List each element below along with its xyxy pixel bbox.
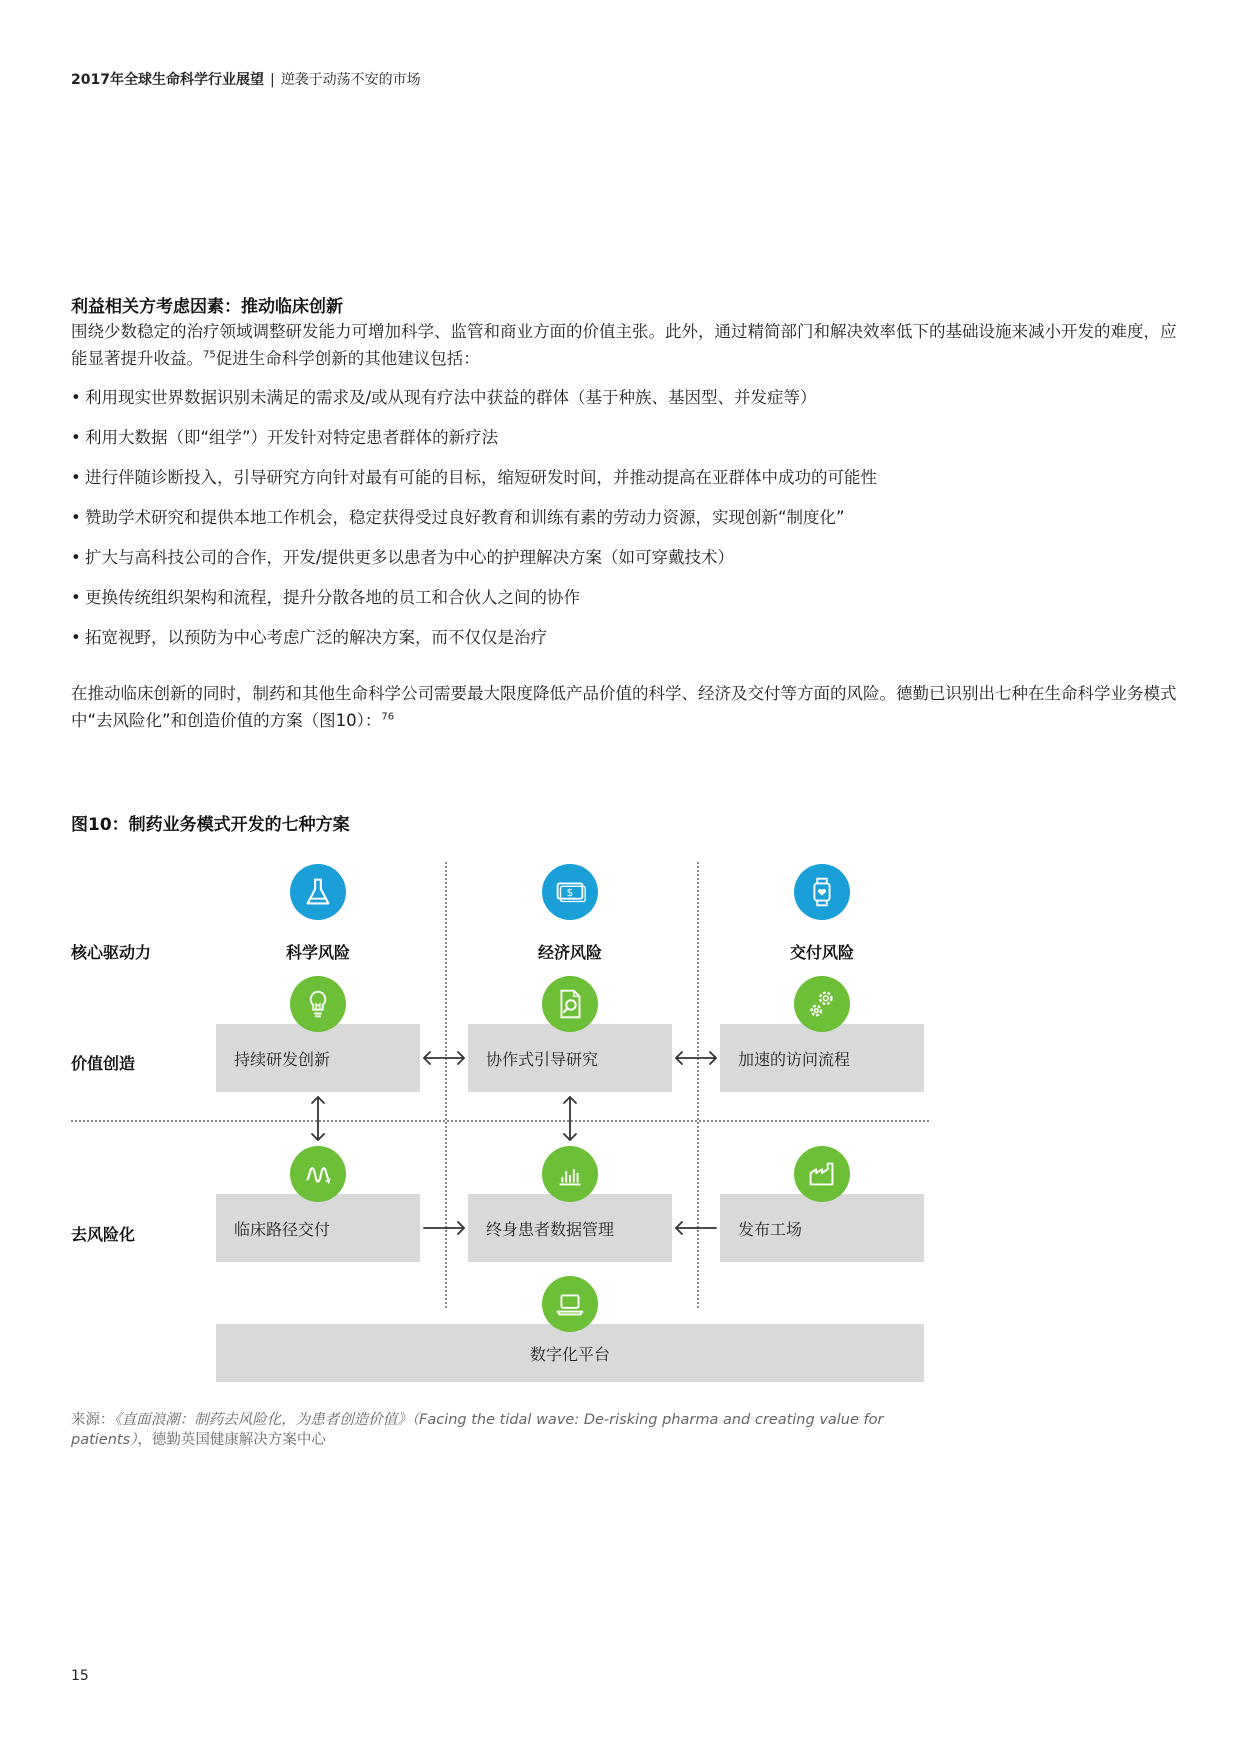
- footnote-ref-75: 75: [203, 349, 216, 361]
- column-title-economic: 经济风险: [537, 943, 602, 962]
- figure-source: [71, 1410, 951, 1450]
- svg-text:$: $: [566, 886, 574, 899]
- section-title: 利益相关方考虑因素：推动临床创新: [71, 297, 343, 317]
- derisk-box: 发布工场: [720, 1194, 924, 1262]
- list-item: • 利用现实世界数据识别未满足的需求及/或从现有疗法中获益的群体（基于种族、基因型、并发症等）: [71, 384, 1181, 424]
- list-item: • 赞助学术研究和提供本地工作机会，稳定获得受过良好教育和训练有素的劳动力资源，实现创新“制度化”: [71, 504, 1181, 544]
- value-box: 协作式引导研究: [468, 1024, 672, 1092]
- header-title: 2017年全球生命科学行业展望: [71, 72, 264, 88]
- source-suffix: ，德勤英国健康解决方案中心: [137, 1432, 326, 1448]
- header-separator: |: [269, 72, 275, 88]
- figure-title: 图10：制药业务模式开发的七种方案: [71, 815, 350, 835]
- column-title-scientific: 科学风险: [285, 943, 350, 962]
- intro-text: 围绕少数稳定的治疗领域调整研发能力可增加科学、监管和商业方面的价值主张。此外，通过精简部门和解决效率低下的基础设施来减小开发的难度，应能显著提升收益。: [71, 322, 1177, 368]
- row-label-derisk: 去风险化: [71, 1225, 136, 1244]
- value-box: 持续研发创新: [216, 1024, 420, 1092]
- list-item: • 进行伴随诊断投入，引导研究方向针对最有可能的目标，缩短研发时间，并推动提高在亚群体中成功的可能性: [71, 464, 1181, 504]
- list-item: • 拓宽视野，以预防为中心考虑广泛的解决方案，而不仅仅是治疗: [71, 624, 1181, 664]
- list-item: • 利用大数据（即“组学”）开发针对特定患者群体的新疗法: [71, 424, 1181, 464]
- row-label-value: 价值创造: [71, 1054, 136, 1073]
- source-title: 《直面浪潮：制药去风险化，为患者创造价值》（Facing the tidal wave: De-risking pharma and creating value for patients）: [71, 1412, 884, 1448]
- derisk-box: 临床路径交付: [216, 1194, 420, 1262]
- page-number: 15: [71, 1668, 89, 1684]
- list-item: • 扩大与高科技公司的合作，开发/提供更多以患者为中心的护理解决方案（如可穿戴技术）: [71, 544, 1181, 584]
- derisk-box: 终身患者数据管理: [468, 1194, 672, 1262]
- header-subtitle: 逆袭于动荡不安的市场: [280, 72, 421, 88]
- source-prefix: 来源：: [71, 1412, 115, 1428]
- digital-platform-box: 数字化平台: [216, 1324, 924, 1382]
- footnote-ref-76: 76: [381, 711, 395, 723]
- row-label-core: 核心驱动力: [71, 943, 152, 962]
- column-title-delivery: 交付风险: [789, 943, 854, 962]
- list-item: • 更换传统组织架构和流程，提升分散各地的员工和合伙人之间的协作: [71, 584, 1181, 624]
- intro-tail: 促进生命科学创新的其他建议包括：: [215, 349, 480, 368]
- second-text: 在推动临床创新的同时，制药和其他生命科学公司需要最大限度降低产品价值的科学、经济及交付等方面的风险。德勤已识别出七种在生命科学业务模式中“去风险化”和创造价值的方案（图10）：: [71, 684, 1177, 730]
- value-box: 加速的访问流程: [720, 1024, 924, 1092]
